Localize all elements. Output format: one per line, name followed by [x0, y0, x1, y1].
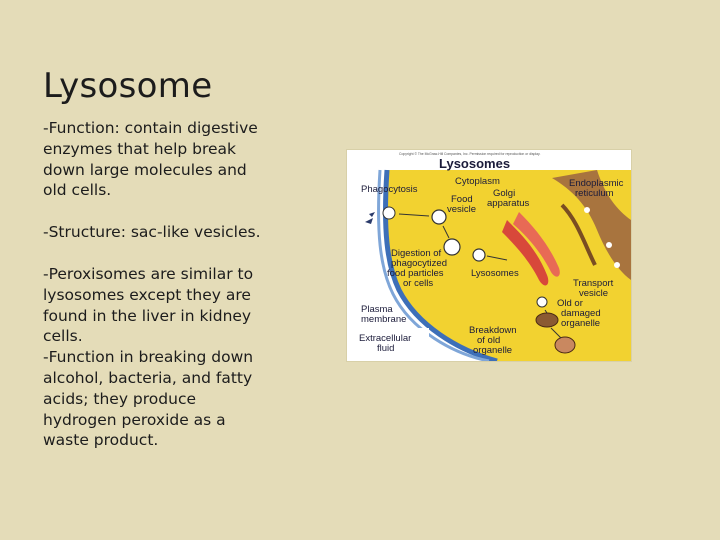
label-breakdown-line1: Breakdown [469, 325, 517, 336]
label-old-line2: damaged [561, 308, 601, 319]
label-food-vesicle-line2: vesicle [447, 204, 477, 215]
digestion-vesicle [444, 239, 460, 255]
figure-heading: Lysosomes [439, 156, 511, 171]
label-breakdown-line2: of old [477, 335, 501, 346]
damaged-organelle [536, 313, 558, 327]
label-digestion-line4: or cells [403, 278, 434, 289]
label-plasma-line2: membrane [361, 314, 407, 325]
er-ribosome [606, 242, 612, 248]
label-plasma-line1: Plasma [361, 304, 393, 315]
label-extracellular-line2: fluid [377, 343, 395, 354]
label-transport-line2: vesicle [579, 288, 609, 299]
label-golgi-line1: Golgi [493, 188, 516, 199]
er-ribosome [584, 207, 590, 213]
peroxisome-paragraph: -Peroxisomes are similar to lysosomes except they are found in the liver in kidney cells. [43, 264, 254, 346]
lysosome-vesicle [473, 249, 485, 261]
label-breakdown-line3: organelle [473, 345, 513, 356]
label-transport-line1: Transport [573, 278, 614, 289]
slide-title: Lysosome [43, 66, 213, 106]
label-digestion-line1: Digestion of [391, 248, 442, 259]
er-ribosome [614, 262, 620, 268]
structure-paragraph: -Structure: sac-like vesicles. [43, 223, 261, 242]
old-organelle-breakdown [555, 337, 575, 353]
label-er-line1: Endoplasmic [569, 178, 624, 189]
label-old-line1: Old or [557, 298, 583, 309]
label-lysosomes: Lysosomes [471, 268, 519, 279]
lysosome-diagram [347, 150, 631, 361]
food-vesicle [432, 210, 446, 224]
label-er-line2: reticulum [575, 188, 614, 199]
label-digestion-line2: phagocytized [391, 258, 447, 269]
label-phagocytosis: Phagocytosis [361, 184, 418, 195]
transport-vesicle [537, 297, 547, 307]
function-paragraph: -Function: contain digestive enzymes that help break down large molecules and old cells. [43, 119, 258, 200]
label-food-vesicle-line1: Food [451, 194, 473, 205]
label-digestion-line3: food particles [387, 268, 444, 279]
label-golgi-line2: apparatus [487, 198, 530, 209]
slide-body [43, 118, 273, 451]
label-extracellular-line1: Extracellular [359, 333, 412, 344]
label-old-line3: organelle [561, 318, 601, 329]
figure-credit: Copyright © The McGraw-Hill Companies, Inc. Permission required for reproduction or display. [399, 152, 541, 156]
phagocytosed-particle [383, 207, 395, 219]
lysosome-diagram-svg [347, 150, 631, 361]
label-cytoplasm: Cytoplasm [455, 176, 500, 187]
peroxisome-function-paragraph: -Function in breaking down alcohol, bacteria, and fatty acids; they produce hydrogen peroxide as a waste product. [43, 348, 254, 450]
